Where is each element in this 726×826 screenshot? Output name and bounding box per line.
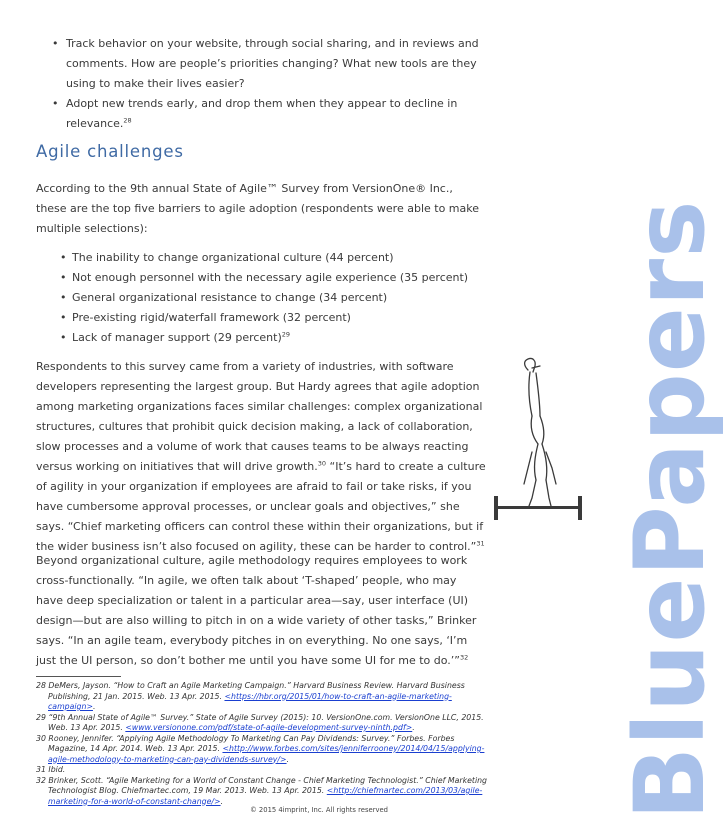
- list-item: [52, 34, 482, 94]
- footnote-30: 30 Rooney, Jennifer. “Applying Agile Methodology To Marketing Can Pay Dividends: Survey.” Forbes. Forbes Magazine, 14 Apr. 2014. Web. 13 Apr. 2015. <http://www.forbes.com/sites/jenniferrooney/2014/04/15/applying-agile-methodology-to-marketing-can-pay-dividends-survey/>.: [36, 733, 485, 764]
- footnote-ref: 30: [317, 459, 327, 468]
- footnote-31: 31 Ibid.: [36, 765, 66, 774]
- footnote-29: 29 “9th Annual State of Agile™ Survey.” State of Agile Survey (2015): 10. VersionOne.com. VersionOne LLC, 2015. Web. 13 Apr. 2015. <www.versionone.com/pdf/state-of-agile-development-survey-ninth.pdf>.: [36, 712, 484, 732]
- handstand-figure-icon: [488, 356, 588, 531]
- bullet-icon: •: [52, 37, 59, 50]
- footnote-ref: 29: [281, 330, 291, 339]
- footnote-link[interactable]: <http://www.forbes.com/sites/jenniferrooney/2014/04/15/applying-agile-methodology-to-marketing-can-pay-dividends-survey/>: [48, 744, 485, 764]
- barriers-list: [60, 248, 480, 348]
- list-item: • Lack of manager support (29 percent)$^{29}$: [60, 328, 480, 348]
- top-bullet-list: [52, 34, 482, 134]
- copyright-notice: © 2015 4imprint, Inc. All rights reserved: [249, 806, 389, 814]
- footnotes: [36, 681, 496, 807]
- section-heading: Agile challenges: [36, 142, 184, 161]
- bullet-text: Track behavior on your website, through social sharing, and in reviews and comments. How are people’s priorities changing? What new tools are they using to make their lives easier?: [66, 37, 479, 90]
- footnote-ref: 31: [476, 539, 485, 548]
- footnote-link[interactable]: <https://hbr.org/2015/01/how-to-craft-an-agile-marketing-campaign>: [48, 691, 452, 711]
- bullet-icon: •: [60, 271, 67, 284]
- list-item: [52, 94, 482, 134]
- list-item: • Pre-existing rigid/waterfall framework (32 percent): [60, 308, 480, 328]
- list-item: • The inability to change organizational culture (44 percent): [60, 248, 480, 268]
- respondents-paragraph: Respondents to this survey came from a variety of industries, with software developers representing the largest group. But Hardy agrees that agile adoption among marketing organizations faces similar challenges: complex organizational structures, cultures that prohibit quick decision making, a lack of collaboration, slow processes and a volume of work that causes teams to be always reacting versus working on initiatives that will drive growth.$^{30}$ “It’s hard to create a culture of agility in your organization if employees are afraid to fail or take risks, if you have cumbersome approval processes, or unclear goals and objectives,” she says. “Chief marketing officers can control these within their organizations, but if the wider business isn’t also focused on agility, these can be harder to control.”$^{31}$: [36, 360, 486, 553]
- brand-logo: BluePapers: [614, 199, 726, 820]
- bullet-icon: •: [60, 291, 67, 304]
- bullet-icon: •: [60, 251, 67, 264]
- bullet-text: Adopt new trends early, and drop them when they appear to decline in relevance.$^{28}$: [66, 97, 458, 130]
- beyond-culture-paragraph: Beyond organizational culture, agile methodology requires employees to work cross-functionally. “In agile, we often talk about ‘T-shaped’ people, who may have deep specialization or talent in a particular area—say, user interface (UI) design—but are also willing to pitch in on a wide variety of other tasks,” Brinker says. “In an agile team, everybody pitches in on everything. No one says, ‘I’m just the UI person, so don’t bother me until you have some UI for me to do.’”$^{32}$: [36, 554, 477, 667]
- bullet-icon: •: [60, 331, 67, 344]
- footnote-link[interactable]: <www.versionone.com/pdf/state-of-agile-development-survey-ninth.pdf>: [125, 723, 413, 732]
- footnote-link[interactable]: <http://chiefmartec.com/2013/03/agile-marketing-for-a-world-of-constant-change/>: [48, 786, 483, 806]
- footnote-divider: [36, 676, 121, 677]
- footnote-ref: 32: [459, 653, 469, 662]
- footnote-28: 28 DeMers, Jayson. “How to Craft an Agile Marketing Campaign.” Harvard Business Review. Harvard Business Publishing, 21 Jan. 2015. Web. 13 Apr. 2015. <https://hbr.org/2015/01/how-to-craft-an-agile-marketing-campaign>.: [36, 681, 465, 711]
- list-item: • General organizational resistance to change (34 percent): [60, 288, 480, 308]
- footnote-ref: 28: [123, 116, 132, 125]
- footnote-32: 32 Brinker, Scott. “Agile Marketing for a World of Constant Change - Chief Marketing Technologist.” Chief Marketing Technologist Blog. Chiefmartec.com, 19 Mar. 2013. Web. 13 Apr. 2015. <http://chiefmartec.com/2013/03/agile-marketing-for-a-world-of-constant-change/>.: [36, 775, 487, 806]
- bullet-icon: •: [60, 311, 67, 324]
- bullet-icon: •: [52, 97, 59, 110]
- list-item: • Not enough personnel with the necessary agile experience (35 percent): [60, 268, 480, 288]
- intro-paragraph: According to the 9th annual State of Agile™ Survey from VersionOne® Inc., these are the top five barriers to agile adoption (respondents were able to make multiple selections):: [36, 182, 480, 235]
